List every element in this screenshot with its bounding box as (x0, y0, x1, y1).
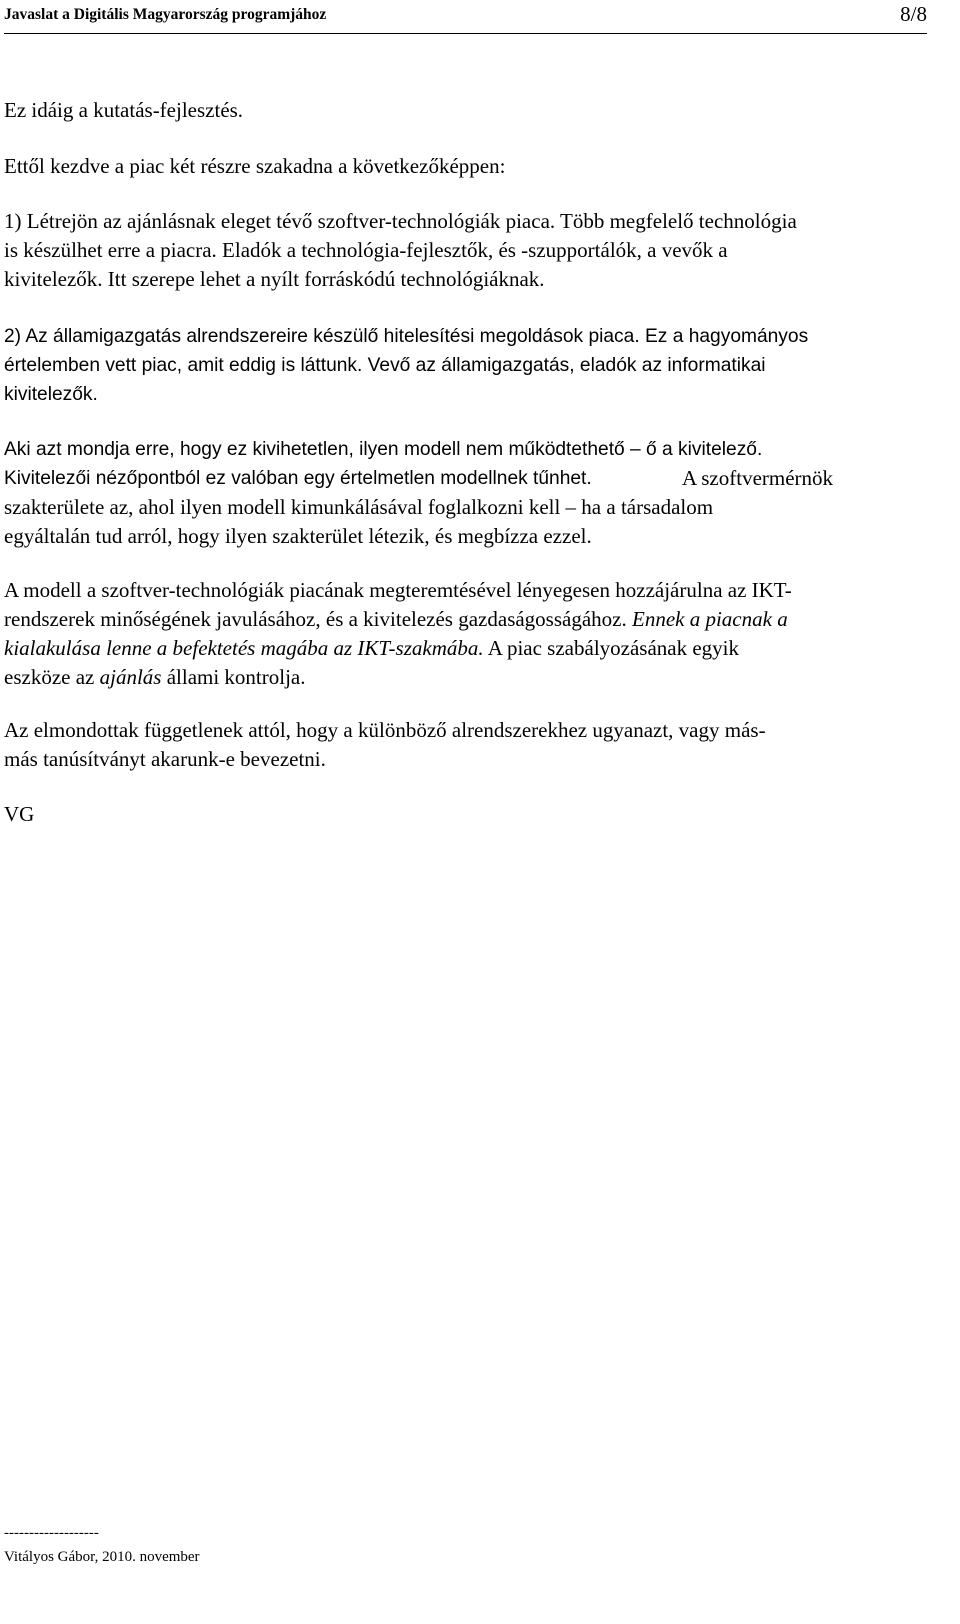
text-line (4, 663, 930, 692)
italic-text: kialakulása lenne a befektetés magába az IKT-szakmába. (4, 636, 484, 660)
text-run: A piac szabályozásának egyik (487, 636, 740, 660)
paragraph-6-start (682, 464, 833, 493)
italic-text: ajánlás (99, 665, 162, 689)
text-line: kivitelezők. (4, 384, 98, 405)
text-line: Aki azt mondja erre, hogy ez kivihetetlen, ilyen modell nem működtethető – ő a kivitelező. (4, 439, 763, 460)
text-line: is készülhet erre a piacra. Eladók a technológia-fejlesztők, és -szupportálók, a vevők a (4, 238, 728, 262)
paragraph-4 (4, 322, 930, 409)
page-header (4, 0, 927, 34)
text-line: A szoftvermérnök (682, 466, 834, 490)
page-number: 8/8 (900, 2, 927, 26)
paragraph-1 (4, 96, 930, 125)
paragraph-2 (4, 152, 930, 181)
paragraph-3 (4, 207, 930, 294)
text-run: rendszerek minőségének javulásához, és a kivitelezés gazdaságosságához. (4, 607, 627, 631)
signature-initials (4, 800, 930, 829)
text-line: Az elmondottak függetlenek attól, hogy a különböző alrendszerekhez ugyanazt, vagy más- (4, 718, 766, 742)
text-line: más tanúsítványt akarunk-e bevezetni. (4, 747, 326, 771)
paragraph-6 (4, 493, 930, 551)
text-line: szakterülete az, ahol ilyen modell kimunkálásával foglalkozni kell – ha a társadalom (4, 495, 714, 519)
paragraph-7 (4, 576, 930, 692)
text-line: egyáltalán tud arról, hogy ilyen szakterület létezik, és megbízza ezzel. (4, 524, 592, 548)
text-line: kivitelezők. Itt szerepe lehet a nyílt forráskódú technológiáknak. (4, 267, 545, 291)
paragraph-8 (4, 716, 930, 774)
text-line: Ez idáig a kutatás-fejlesztés. (4, 98, 244, 122)
footer-author: Vitályos Gábor, 2010. november (4, 1549, 200, 1565)
text-line: értelemben vett piac, amit eddig is láttunk. Vevő az államigazgatás, eladók az informatikai (4, 355, 766, 376)
text-line: VG (4, 802, 35, 826)
document-title: Javaslat a Digitális Magyarország programjához (4, 6, 327, 23)
text-line (4, 634, 930, 663)
text-run: állami kontrolja. (166, 665, 306, 689)
text-line: 2) Az államigazgatás alrendszereire készülő hitelesítési megoldások piaca. Ez a hagyományos (4, 326, 809, 347)
text-line: 1) Létrejön az ajánlásnak eleget tévő szoftver-technológiák piaca. Több megfelelő technológia (4, 209, 797, 233)
footer-rule: ------------------- (4, 1525, 99, 1541)
text-line: Kivitelezői nézőpontból ez valóban egy értelmetlen modellnek tűnhet. (4, 468, 592, 489)
text-line: A modell a szoftver-technológiák piacának megteremtésével lényegesen hozzájárulna az IKT- (4, 578, 792, 602)
italic-text: Ennek a piacnak a (632, 607, 788, 631)
text-run: eszköze az (4, 665, 95, 689)
text-line: Ettől kezdve a piac két részre szakadna a következőképpen: (4, 154, 506, 178)
text-line (4, 605, 930, 634)
